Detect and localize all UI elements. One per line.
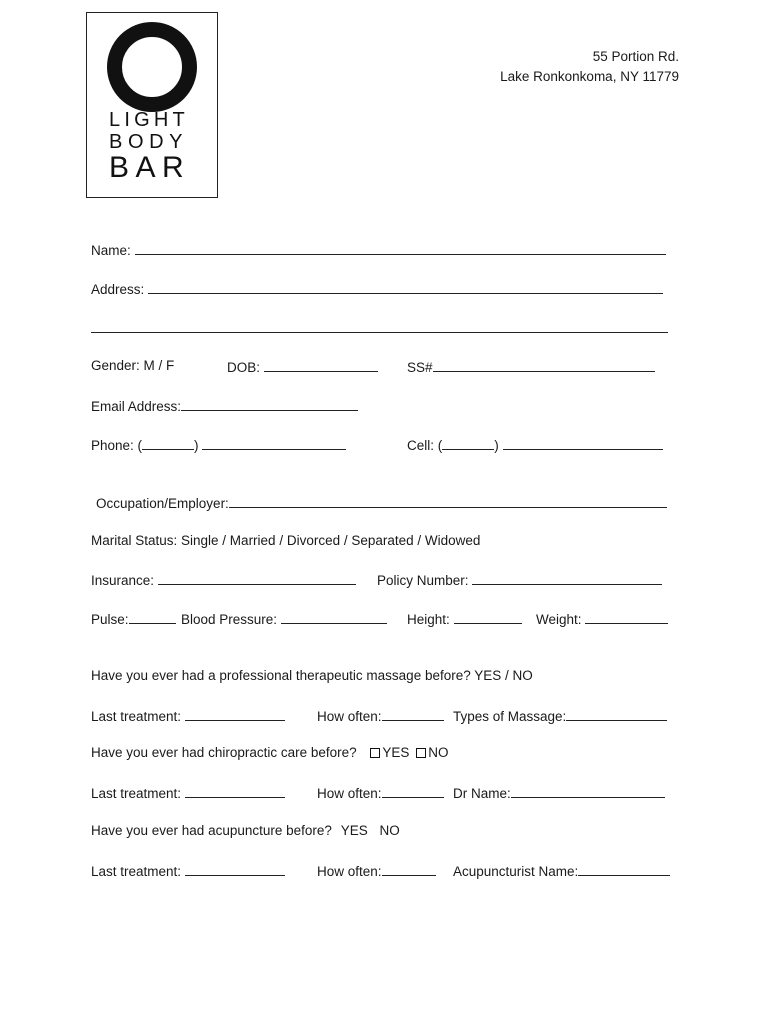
policy-label: Policy Number:	[377, 573, 469, 588]
types-label: Types of Massage:	[453, 709, 567, 724]
logo-word-light: LIGHT	[109, 109, 189, 131]
last-treatment-label: Last treatment:	[91, 786, 182, 801]
business-address	[500, 47, 679, 86]
acu-yes-option[interactable]: YES	[340, 823, 368, 838]
height-row	[407, 610, 522, 628]
phone-row	[91, 436, 346, 454]
how-often-label: How often:	[317, 864, 382, 879]
acu-question: Have you ever had acupuncture before?	[91, 823, 332, 838]
gender-label[interactable]: Gender: M / F	[91, 358, 175, 373]
logo-word-bar: BAR	[109, 151, 191, 184]
bp-field[interactable]	[281, 610, 387, 624]
massage-question[interactable]: Have you ever had a professional therapeutic massage before? YES / NO	[91, 668, 533, 683]
dr-name-label: Dr Name:	[453, 786, 511, 801]
name-field[interactable]	[135, 241, 666, 255]
chiro-question: Have you ever had chiropractic care before?	[91, 745, 357, 760]
last-treatment-label: Last treatment:	[91, 709, 182, 724]
address-field-2[interactable]	[91, 319, 668, 333]
acu-name-field[interactable]	[578, 862, 670, 876]
chiro-no-label: NO	[428, 745, 449, 760]
occupation-label: Occupation/Employer:	[96, 496, 229, 511]
pulse-label: Pulse:	[91, 612, 129, 627]
acu-how-often-field[interactable]	[382, 862, 436, 876]
address-label: Address:	[91, 282, 145, 297]
policy-row	[377, 571, 662, 589]
acu-how-often-row	[317, 862, 436, 880]
phone-area-code-field[interactable]	[142, 436, 194, 450]
logo	[86, 12, 218, 198]
insurance-label: Insurance:	[91, 573, 155, 588]
phone-number-field[interactable]	[202, 436, 346, 450]
chiro-no-checkbox[interactable]	[416, 748, 426, 758]
ss-row	[407, 358, 655, 376]
chiro-last-treatment-row	[91, 784, 285, 802]
pulse-field[interactable]	[129, 610, 176, 624]
address-city: Lake Ronkonkoma, NY 11779	[500, 68, 679, 84]
bp-label: Blood Pressure:	[181, 612, 278, 627]
chiro-how-often-field[interactable]	[382, 784, 444, 798]
acu-row	[91, 823, 400, 839]
email-field[interactable]	[181, 397, 358, 411]
height-label: Height:	[407, 612, 450, 627]
dob-label: DOB:	[227, 360, 261, 375]
weight-label: Weight:	[536, 612, 582, 627]
weight-field[interactable]	[585, 610, 668, 624]
policy-field[interactable]	[472, 571, 662, 585]
marital-status[interactable]: Marital Status: Single / Married / Divorced / Separated / Widowed	[91, 533, 481, 548]
name-row	[91, 241, 666, 259]
cell-label: Cell: (	[407, 438, 443, 453]
massage-last-treatment-row	[91, 707, 285, 725]
ss-label: SS#	[407, 360, 433, 375]
phone-paren: )	[194, 438, 199, 453]
insurance-row	[91, 571, 356, 589]
logo-word-body: BODY	[109, 131, 189, 153]
name-label: Name:	[91, 243, 131, 258]
address-field[interactable]	[148, 280, 663, 294]
cell-paren: )	[494, 438, 499, 453]
phone-label: Phone: (	[91, 438, 143, 453]
chiro-row	[91, 745, 448, 761]
how-often-label: How often:	[317, 786, 382, 801]
address-row	[91, 280, 663, 298]
address-street: 55 Portion Rd.	[592, 49, 679, 64]
cell-number-field[interactable]	[503, 436, 663, 450]
dr-name-field[interactable]	[511, 784, 665, 798]
acu-name-label: Acupuncturist Name:	[453, 864, 579, 879]
occupation-field[interactable]	[229, 494, 667, 508]
massage-types-field[interactable]	[566, 707, 667, 721]
weight-row	[536, 610, 668, 628]
massage-how-often-field[interactable]	[382, 707, 444, 721]
acu-name-row	[453, 862, 670, 880]
chiro-how-often-row	[317, 784, 444, 802]
dob-field[interactable]	[264, 358, 378, 372]
pulse-row	[91, 610, 176, 628]
insurance-field[interactable]	[158, 571, 356, 585]
acu-no-option[interactable]: NO	[379, 823, 400, 838]
email-row	[91, 397, 358, 415]
acu-last-treatment-row	[91, 862, 285, 880]
email-label: Email Address:	[91, 399, 182, 414]
dr-name-row	[453, 784, 665, 802]
height-field[interactable]	[454, 610, 522, 624]
bp-row	[181, 610, 387, 628]
logo-ring-icon	[107, 22, 197, 112]
cell-area-code-field[interactable]	[442, 436, 494, 450]
dob-row	[227, 358, 378, 376]
chiro-last-treatment-field[interactable]	[185, 784, 285, 798]
massage-how-often-row	[317, 707, 444, 725]
acu-last-treatment-field[interactable]	[185, 862, 285, 876]
chiro-yes-label: YES	[382, 745, 410, 760]
how-often-label: How often:	[317, 709, 382, 724]
cell-row	[407, 436, 663, 454]
chiro-yes-checkbox[interactable]	[370, 748, 380, 758]
massage-types-row	[453, 707, 667, 725]
occupation-row	[96, 494, 667, 512]
address-row-2	[91, 319, 668, 337]
massage-last-treatment-field[interactable]	[185, 707, 285, 721]
last-treatment-label: Last treatment:	[91, 864, 182, 879]
ss-field[interactable]	[433, 358, 655, 372]
